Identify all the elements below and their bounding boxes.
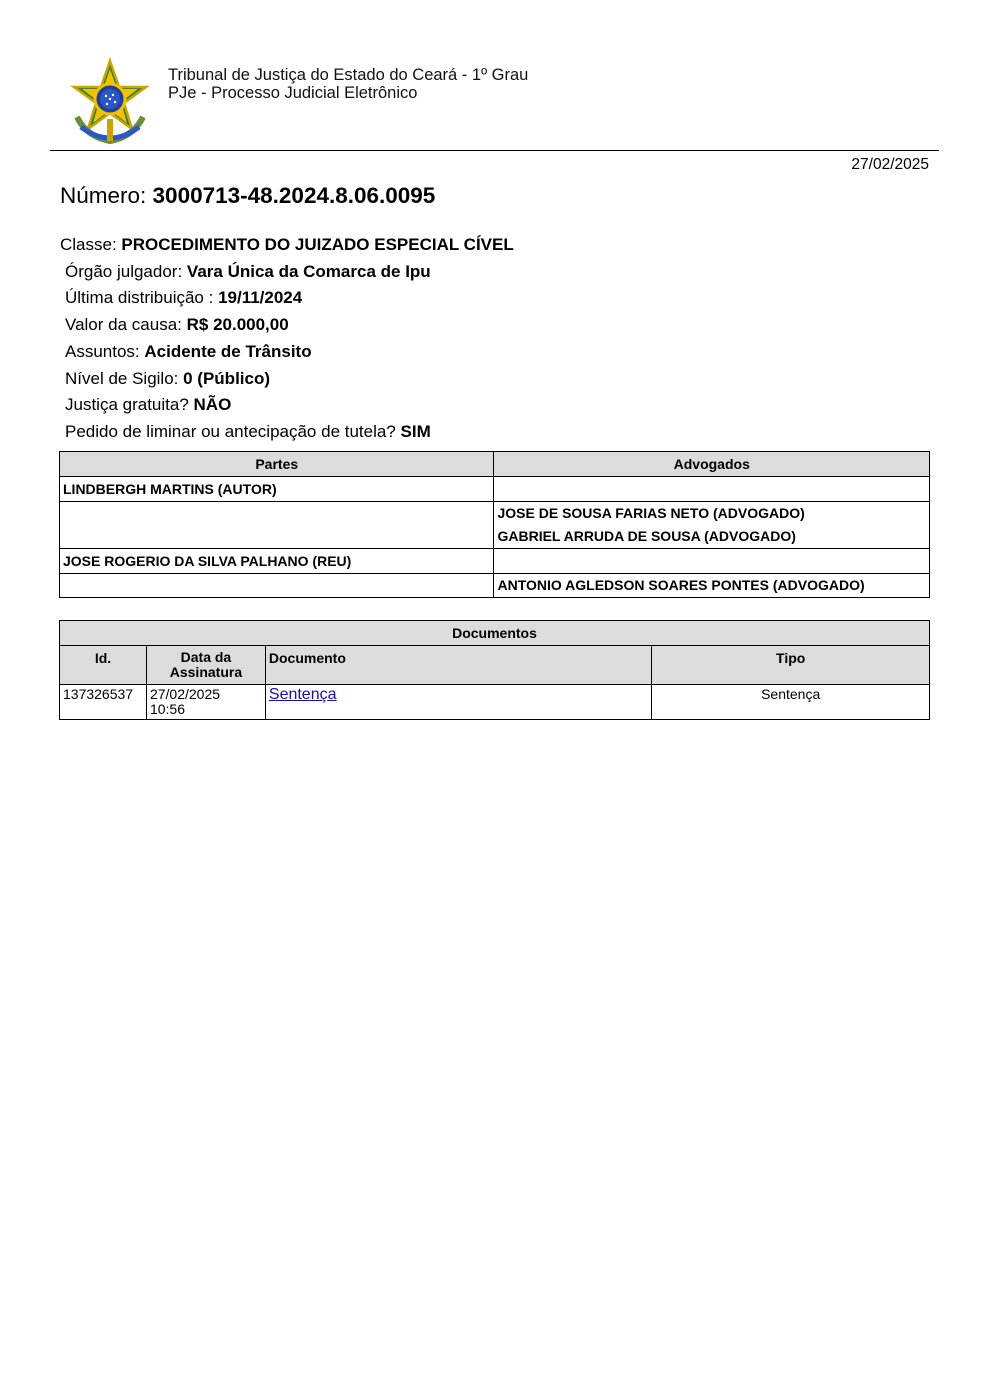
info-classe bbox=[60, 232, 514, 259]
parte-cell: JOSE ROGERIO DA SILVA PALHANO (REU) bbox=[60, 549, 494, 574]
table-row bbox=[60, 502, 930, 549]
parte-cell bbox=[60, 574, 494, 598]
info-value: R$ 20.000,00 bbox=[186, 315, 289, 335]
info-assuntos bbox=[60, 339, 514, 366]
doc-name-cell bbox=[265, 685, 651, 720]
advogado-cell bbox=[494, 477, 930, 502]
info-value: Vara Única da Comarca de Ipu bbox=[186, 261, 431, 281]
documentos-title-row bbox=[60, 621, 930, 646]
advogado-name: JOSE DE SOUSA FARIAS NETO (ADVOGADO) bbox=[497, 505, 805, 521]
info-value: PROCEDIMENTO DO JUIZADO ESPECIAL CÍVEL bbox=[121, 235, 514, 254]
parte-cell: LINDBERGH MARTINS (AUTOR) bbox=[60, 477, 494, 502]
info-label: Pedido de liminar ou antecipação de tutela? bbox=[65, 421, 396, 441]
info-sigilo bbox=[60, 366, 514, 393]
page-header bbox=[50, 55, 939, 151]
parte-cell bbox=[60, 502, 494, 549]
system-name: PJe - Processo Judicial Eletrônico bbox=[168, 84, 418, 102]
info-orgao bbox=[60, 259, 514, 286]
info-label: Órgão julgador: bbox=[65, 261, 183, 281]
table-row bbox=[60, 477, 930, 502]
advogado-cell bbox=[494, 549, 930, 574]
document-date: 27/02/2025 bbox=[851, 156, 929, 173]
info-label: Última distribuição : bbox=[65, 288, 214, 308]
partes-table bbox=[59, 451, 930, 598]
table-row bbox=[60, 685, 930, 720]
advogado-cell bbox=[494, 502, 930, 549]
advogado-name: ANTONIO AGLEDSON SOARES PONTES (ADVOGADO) bbox=[497, 577, 865, 593]
documento-header: Documento bbox=[265, 646, 651, 685]
doc-id-cell: 137326537 bbox=[60, 685, 147, 720]
process-info bbox=[60, 232, 514, 446]
doc-date: 27/02/2025 bbox=[149, 686, 221, 702]
info-value: NÃO bbox=[193, 395, 232, 415]
advogados-header: Advogados bbox=[494, 452, 930, 477]
table-row bbox=[60, 574, 930, 598]
partes-header: Partes bbox=[60, 452, 494, 477]
info-liminar bbox=[60, 419, 514, 446]
doc-data-cell bbox=[146, 685, 265, 720]
process-number bbox=[60, 183, 435, 209]
documentos-title: Documentos bbox=[60, 621, 930, 646]
documentos-header-row bbox=[60, 646, 930, 685]
info-label: Valor da causa: bbox=[65, 315, 182, 335]
info-label: Justiça gratuita? bbox=[65, 395, 189, 415]
info-label: Classe: bbox=[60, 235, 117, 254]
advogado-name: GABRIEL ARRUDA DE SOUSA (ADVOGADO) bbox=[497, 528, 796, 544]
process-number-label: Número: bbox=[60, 183, 147, 208]
court-name: Tribunal de Justiça do Estado do Ceará - 1º Grau bbox=[168, 66, 529, 84]
info-value: Acidente de Trânsito bbox=[144, 341, 312, 361]
brazil-coat-of-arms-icon bbox=[67, 57, 153, 147]
info-label: Assuntos: bbox=[65, 341, 140, 361]
advogado-cell bbox=[494, 574, 930, 598]
table-row bbox=[60, 549, 930, 574]
process-number-value: 3000713-48.2024.8.06.0095 bbox=[152, 183, 436, 208]
documentos-table bbox=[59, 620, 930, 720]
doc-time: 10:56 bbox=[149, 701, 186, 717]
info-value: SIM bbox=[400, 421, 431, 441]
document-link[interactable]: Sentença bbox=[268, 686, 337, 703]
doc-tipo-cell: Sentença bbox=[652, 685, 930, 720]
info-label: Nível de Sigilo: bbox=[65, 368, 179, 388]
info-distribuicao bbox=[60, 285, 514, 312]
data-header: Data da Assinatura bbox=[146, 646, 265, 685]
info-justica-gratuita bbox=[60, 392, 514, 419]
id-header: Id. bbox=[60, 646, 147, 685]
info-valor bbox=[60, 312, 514, 339]
partes-header-row bbox=[60, 452, 930, 477]
tipo-header: Tipo bbox=[652, 646, 930, 685]
info-value: 19/11/2024 bbox=[218, 288, 303, 308]
info-value: 0 (Público) bbox=[183, 368, 271, 388]
